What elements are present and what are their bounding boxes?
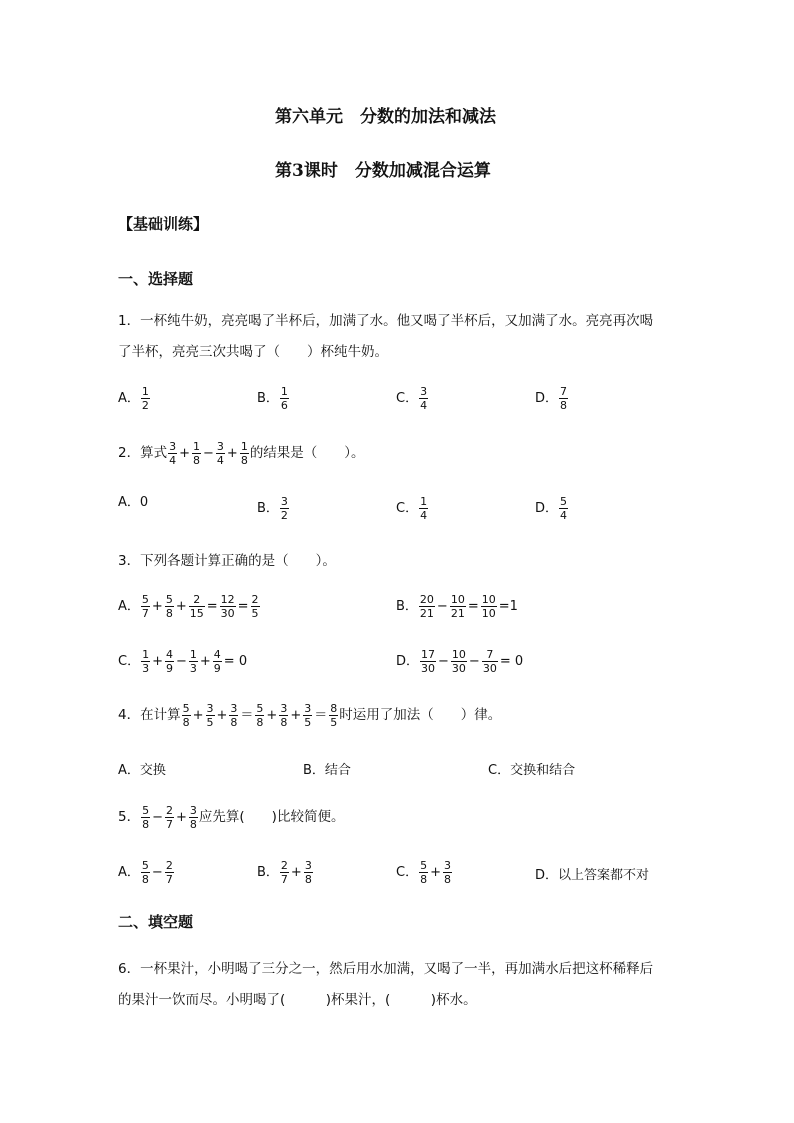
operator: = 0 [223,654,248,669]
denominator: 8 [189,818,197,831]
numerator: 3 [280,495,288,508]
operator: + [290,708,302,723]
operator: ＝ [314,708,328,723]
option-label: B． [396,599,418,614]
fraction [165,805,174,830]
q1-line2: 了半杯，亮亮三次共喝了（ ）杯纯牛奶。 [118,344,388,360]
denominator: 9 [165,662,173,675]
denominator: 8 [420,873,428,886]
denominator: 7 [141,607,149,620]
fraction [482,649,498,674]
option-label: C．交换和结合 [488,763,576,778]
fraction [213,649,222,674]
fraction [419,860,428,885]
numerator: 5 [420,859,428,872]
fraction [168,441,177,466]
fraction [419,594,435,619]
q3-option-d[interactable] [396,649,524,674]
denominator: 5 [206,716,214,729]
q2-option-c[interactable] [396,496,429,521]
section-basic-training: 【基础训练】 [118,215,209,233]
fraction [165,649,174,674]
operator: − [436,599,448,614]
operator: + [226,446,238,461]
numerator: 2 [280,859,288,872]
operator: + [216,708,228,723]
operator: = 0 [499,654,524,669]
denominator: 6 [280,399,288,412]
option-label: D． [535,501,559,516]
denominator: 7 [280,873,288,886]
denominator: 7 [166,818,173,831]
q4-stem [118,703,501,728]
option-label: A． [118,865,140,880]
q5-option-d[interactable] [535,869,649,882]
fraction [255,703,264,728]
option-fraction [559,496,568,521]
q5-suffix: 应先算( )比较简便。 [198,808,345,825]
numerator: 1 [141,385,149,398]
fraction [240,441,249,466]
fraction [329,703,338,728]
q2-expression [167,440,250,467]
option-label: B．结合 [303,763,351,778]
operator: + [192,708,204,723]
fraction [279,703,288,728]
fraction [192,441,201,466]
operator: − [151,865,163,880]
option-label: A．交换 [118,763,166,778]
numerator: 4 [165,648,173,661]
numerator: 3 [216,440,224,453]
denominator: 8 [193,454,200,467]
fraction [189,805,198,830]
numerator: 5 [141,593,149,606]
denominator: 3 [189,662,197,675]
numerator: 3 [280,702,288,715]
numerator: 17 [421,648,436,661]
numerator: 5 [142,804,150,817]
fraction [420,649,436,674]
operator: + [290,865,302,880]
q1-option-b[interactable] [257,386,290,411]
q2-option-b[interactable] [257,496,290,521]
denominator: 30 [482,662,497,675]
fraction [189,649,198,674]
q3-option-c[interactable] [118,649,248,674]
q2-option-a[interactable] [118,496,148,509]
denominator: 21 [450,607,465,620]
denominator: 8 [182,716,190,729]
denominator: 8 [256,716,264,729]
denominator: 8 [304,873,312,886]
numerator: 3 [443,859,451,872]
operator: − [152,810,163,825]
operator: + [266,708,278,723]
q3-option-b[interactable] [396,594,519,619]
fraction [141,805,150,830]
q2-option-d[interactable] [535,496,569,521]
option-fraction [419,386,428,411]
q5-option-b[interactable] [257,860,314,885]
operator: − [203,446,214,461]
numerator: 4 [213,648,221,661]
fraction [251,594,260,619]
q2-stem [118,441,365,466]
q2-suffix: 的结果是（ ）。 [249,444,365,461]
q4-suffix: 时运用了加法（ ）律。 [339,706,502,723]
q5-option-a[interactable] [118,860,175,885]
numerator: 5 [165,593,173,606]
q6-line2: 的果汁一饮而尽。小明喝了( )杯果汁，( )杯水。 [118,992,477,1008]
operator: =1 [498,599,518,614]
numerator: 2 [251,593,259,606]
section-multiple-choice: 一、选择题 [118,270,194,288]
operator: − [175,654,187,669]
option-label: A． [118,599,140,614]
denominator: 8 [165,607,173,620]
numerator: 3 [206,702,214,715]
numerator: 1 [193,440,200,453]
q5-stem [118,805,344,830]
fraction [189,594,205,619]
numerator: 3 [189,804,197,817]
numerator: 1 [240,440,248,453]
denominator: 15 [189,607,204,620]
numerator: 1 [280,385,288,398]
option-label: A．0 [118,495,149,510]
numerator: 3 [420,385,428,398]
fraction [303,703,312,728]
q5-prefix: 5． [118,808,141,825]
fraction [165,594,174,619]
numerator: 5 [182,702,190,715]
numerator: 8 [330,702,338,715]
fraction [450,594,466,619]
denominator: 30 [220,607,235,620]
option-fraction [280,496,289,521]
denominator: 21 [419,607,434,620]
fraction [304,860,313,885]
q1-option-c[interactable] [396,386,429,411]
q1-option-d[interactable] [535,386,569,411]
numerator: 10 [451,648,466,661]
option-label: B． [257,501,279,516]
denominator: 8 [280,716,288,729]
denominator: 5 [251,607,259,620]
operator: = [237,599,249,614]
option-label: B． [257,865,279,880]
denominator: 3 [142,662,150,675]
operator: + [152,654,163,669]
fraction [141,860,150,885]
numerator: 3 [169,440,177,453]
fraction [141,594,150,619]
q6-line1: 6．一杯果汁，小明喝了三分之一，然后用水加满，又喝了一半，再加满水后把这杯稀释后 [118,961,654,977]
denominator: 8 [230,716,238,729]
option-label: C． [396,501,419,516]
operator: = [206,599,218,614]
operator: + [151,599,163,614]
q4-prefix: 4．在计算 [118,706,181,723]
numerator: 2 [165,859,173,872]
q3-stem: 3．下列各题计算正确的是（ ）。 [118,553,336,569]
denominator: 30 [421,662,436,675]
denominator: 8 [141,873,149,886]
option-label: C． [118,654,141,669]
denominator: 8 [240,454,248,467]
numerator: 5 [560,495,568,508]
numerator: 5 [256,702,264,715]
numerator: 3 [304,702,312,715]
denominator: 8 [560,399,568,412]
denominator: 2 [141,399,149,412]
numerator: 1 [142,648,150,661]
operator: + [430,865,441,880]
denominator: 5 [304,716,312,729]
option-label: A． [118,391,140,406]
q5-option-c[interactable] [396,860,453,885]
page-subtitle: 第3课时 分数加减混合运算 [275,161,491,181]
denominator: 4 [420,399,428,412]
numerator: 7 [560,385,568,398]
option-label: D． [396,654,420,669]
fraction [451,649,467,674]
option-label: B． [257,391,279,406]
denominator: 4 [560,509,568,522]
denominator: 8 [443,873,451,886]
operator: − [438,654,449,669]
fraction [165,860,174,885]
denominator: 8 [142,818,150,831]
numerator: 3 [230,702,238,715]
q2-prefix: 2．算式 [118,444,168,461]
operator: − [468,654,480,669]
denominator: 30 [451,662,466,675]
q1-line1: 1．一杯纯牛奶，亮亮喝了半杯后，加满了水。他又喝了半杯后，又加满了水。亮亮再次喝 [118,313,654,329]
q4-option-a[interactable] [118,764,166,777]
operator: + [175,599,187,614]
option-fraction [280,386,289,411]
operator: + [179,446,190,461]
operator: + [199,654,211,669]
denominator: 7 [165,873,173,886]
fraction [280,860,289,885]
denominator: 4 [216,454,224,467]
option-label: C． [396,391,419,406]
fraction [229,703,238,728]
q4-option-c[interactable] [488,764,575,777]
q3-option-a[interactable] [118,594,261,619]
numerator: 2 [193,593,201,606]
fraction [216,441,225,466]
option-label: D． [535,391,559,406]
numerator: 7 [486,648,494,661]
numerator: 10 [481,593,496,606]
section-fill-in-blank: 二、填空题 [118,913,194,931]
numerator: 20 [419,593,434,606]
fraction [206,703,215,728]
operator: = [467,599,479,614]
option-fraction [419,496,428,521]
denominator: 4 [420,509,428,522]
numerator: 2 [166,804,173,817]
q5-expression [140,804,199,831]
operator: ＝ [240,708,254,723]
option-fraction [559,386,568,411]
numerator: 3 [304,859,312,872]
option-fraction [141,386,150,411]
numerator: 10 [450,593,465,606]
fraction [220,594,236,619]
denominator: 2 [280,509,288,522]
denominator: 9 [213,662,221,675]
denominator: 4 [169,454,177,467]
denominator: 10 [481,607,496,620]
q4-expression [181,702,340,729]
fraction [481,594,497,619]
operator: + [176,810,187,825]
option-label: D．以上答案都不对 [535,868,650,883]
numerator: 12 [220,593,235,606]
fraction [443,860,452,885]
q4-option-b[interactable] [303,764,351,777]
q1-option-a[interactable] [118,386,151,411]
numerator: 1 [420,495,428,508]
numerator: 1 [189,648,197,661]
fraction [141,649,150,674]
fraction [182,703,191,728]
denominator: 5 [330,716,338,729]
option-label: C． [396,865,419,880]
page-title: 第六单元 分数的加法和减法 [275,107,496,127]
numerator: 5 [141,859,149,872]
